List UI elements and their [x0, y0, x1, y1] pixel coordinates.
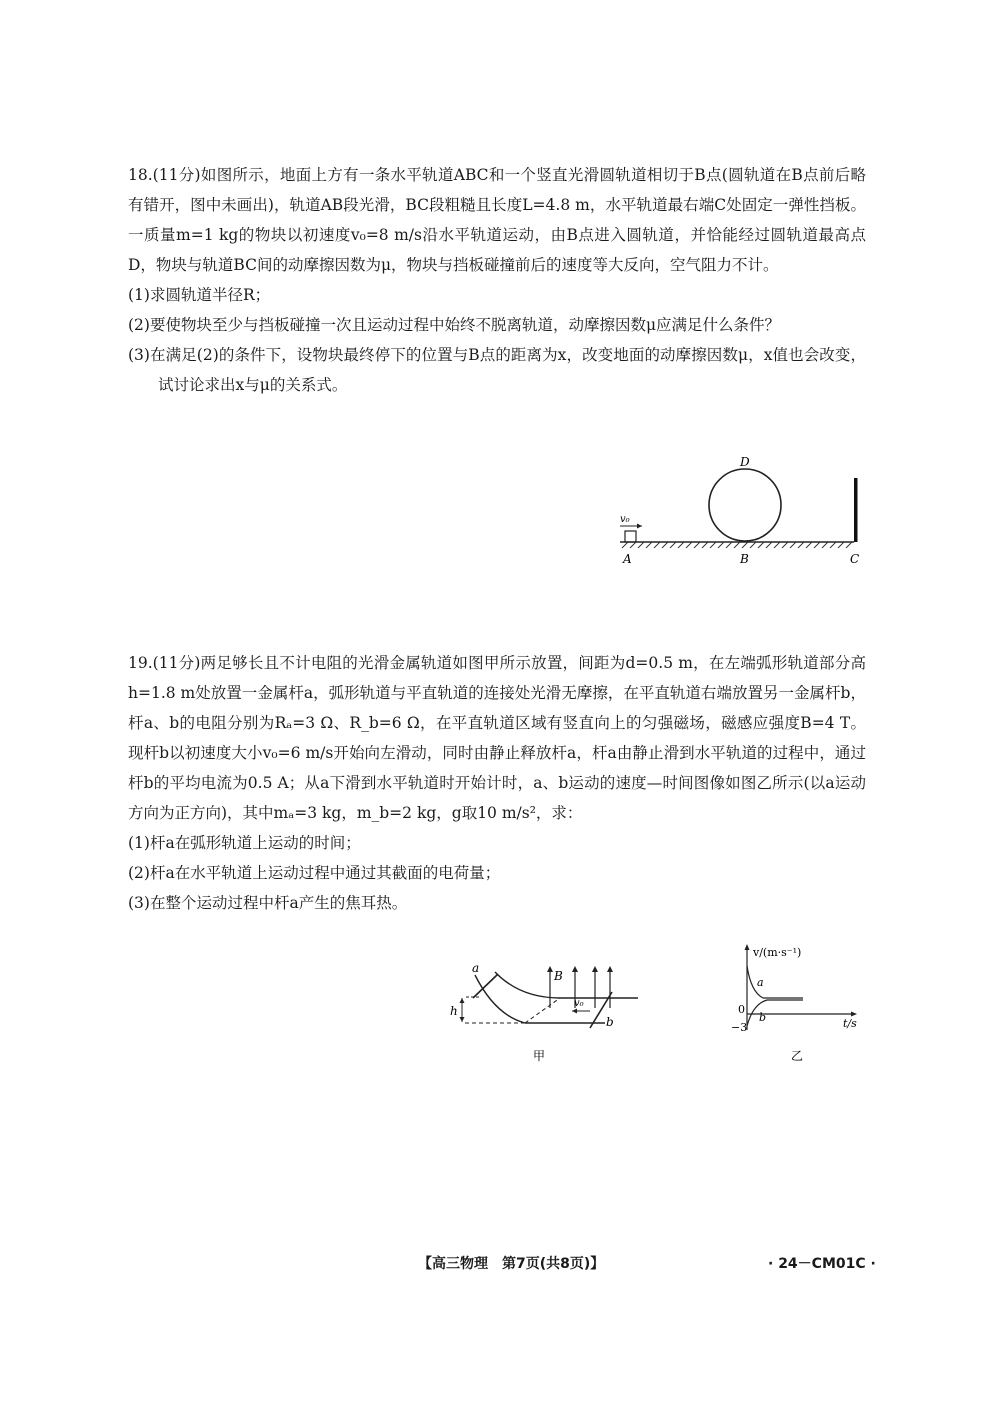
junction-dashed-line [525, 998, 560, 1023]
label-v0: v₀ [574, 998, 584, 1009]
field-arrowhead-2 [572, 966, 578, 972]
ground-hatching [622, 542, 852, 548]
field-arrowhead-4 [607, 966, 613, 972]
figure-jia [440, 960, 650, 1070]
height-arrowhead-bottom [460, 1017, 465, 1022]
question-19 [128, 648, 866, 918]
page-footer [0, 1253, 992, 1277]
label-a: a [757, 976, 764, 989]
label-v0: v₀ [620, 514, 630, 525]
figure-yi [725, 940, 875, 1070]
circular-track [709, 469, 781, 541]
question-19-part-3: (3)在整个运动过程中杆a产生的焦耳热。 [128, 894, 408, 912]
caption-yi: 乙 [791, 1049, 804, 1063]
curve-a [747, 966, 803, 998]
label-C: C [850, 552, 860, 566]
question-18-part-2: (2)要使物块至少与挡板碰撞一次且运动过程中始终不脱离轨道，动摩擦因数μ应满足什么条件？ [128, 316, 781, 334]
label-D: D [740, 455, 750, 469]
question-18-text: (11分)如图所示，地面上方有一条水平轨道ABC和一个竖直光滑圆轨道相切于B点(圆轨道在B点前后略有错开，图中未画出)，轨道AB段光滑，BC段粗糙且长度L=4.8 m，水平轨道最右端C处固定一弹性挡板。一质量m=1 kg的物块以初速度v₀=8 m/s沿水平轨道运动，由B点进入圆轨道，并恰能经过圆轨道最高点D，物块与轨道BC间的动摩擦因数为μ，物块与挡板碰撞前后的速度等大反向，空气阻力不计。 [128, 166, 866, 274]
field-arrowhead-3 [592, 966, 598, 972]
curve-b [747, 1000, 803, 1026]
question-19-part-1: (1)杆a在弧形轨道上运动的时间； [128, 834, 361, 852]
x-axis-label: t/s [843, 1017, 857, 1030]
block [625, 531, 636, 542]
q18-figure [610, 448, 870, 573]
label-b: b [606, 1015, 614, 1029]
question-18-number: 18. [128, 166, 153, 184]
footer-code: · 24－CM01C · [768, 1256, 876, 1272]
velocity-arrowhead [637, 524, 642, 529]
label-h: h [450, 1004, 458, 1018]
arc-rail-front [475, 975, 525, 1023]
height-arrowhead-top [460, 998, 465, 1003]
question-19-number: 19. [128, 654, 153, 672]
label-A: A [623, 552, 632, 566]
question-18-part-1: (1)求圆轨道半径R； [128, 286, 271, 304]
question-19-stem [128, 648, 866, 828]
label-a: a [472, 961, 480, 975]
question-18-part-3: (3)在满足(2)的条件下，设物块最终停下的位置与B点的距离为x，改变地面的动摩擦因数μ，x值也会改变，试讨论求出x与μ的关系式。 [128, 346, 866, 394]
question-19-part-2: (2)杆a在水平轨道上运动过程中通过其截面的电荷量； [128, 864, 501, 882]
velocity-arrowhead-b [572, 1009, 577, 1014]
t-axis-arrowhead [851, 1012, 857, 1017]
label-B: B [740, 552, 749, 566]
y-axis-label: v/(m·s⁻¹) [753, 946, 802, 959]
origin-label: 0 [738, 1003, 745, 1016]
question-18-stem [128, 160, 866, 280]
label-b: b [759, 1011, 767, 1024]
field-arrowhead-1 [547, 966, 553, 972]
question-19-text: (11分)两足够长且不计电阻的光滑金属轨道如图甲所示放置，间距为d=0.5 m，在左端弧形轨道部分高h=1.8 m处放置一金属杆a，弧形轨道与平直轨道的连接处光滑无摩擦，在平直轨道右端放置另一金属杆b，杆a、b的电阻分别为Rₐ=3 Ω、R_b=6 Ω，在平直轨道区域有竖直向上的匀强磁场，磁感应强度B=4 T。现杆b以初速度大小v₀=6 m/s开始向左滑动，同时由静止释放杆a，杆a由静止滑到水平轨道的过程中，通过杆b的平均电流为0.5 A；从a下滑到水平轨道时开始计时，a、b运动的速度—时间图像如图乙所示(以a运动方向为正方向)，其中mₐ=3 kg，m_b=2 kg，g取10 m/s²，求： [128, 654, 866, 822]
label-B: B [554, 969, 563, 983]
v-axis-arrowhead [745, 944, 750, 950]
caption-jia: 甲 [533, 1049, 546, 1063]
neg-tick-label: −3 [731, 1021, 748, 1034]
footer-page-info: 【高三物理 第7页(共8页)】 [418, 1256, 605, 1272]
elastic-baffle [854, 478, 858, 542]
question-18 [128, 160, 866, 400]
